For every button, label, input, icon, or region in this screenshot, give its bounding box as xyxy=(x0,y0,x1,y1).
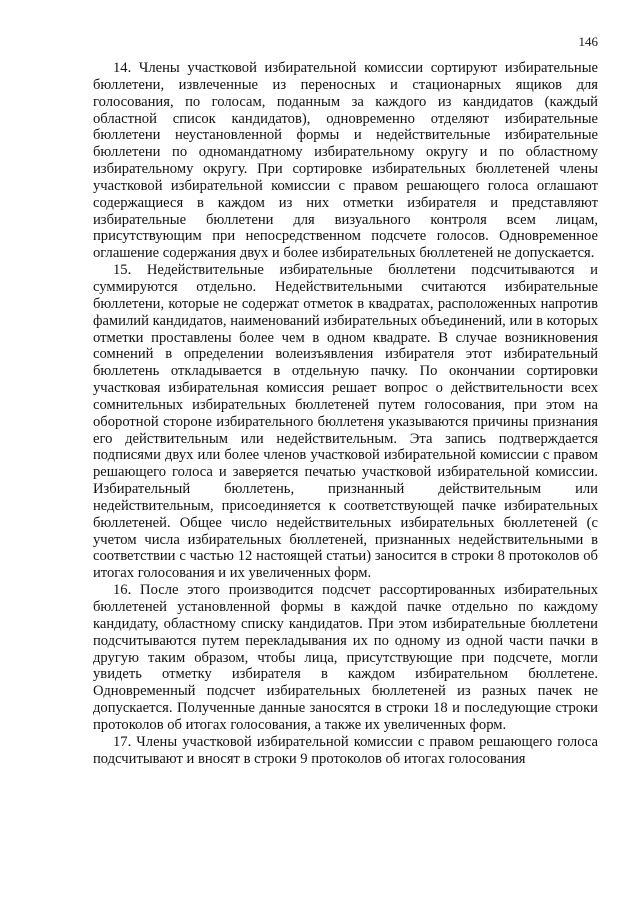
document-body xyxy=(93,60,598,767)
paragraph-16: 16. После этого производится подсчет рассортированных избирательных бюллетеней установленной формы в каждой пачке отдельно по каждому кандидату, областному списку кандидатов. При этом избирательные бюллетени подсчитываются путем перекладывания их по одному из одной части пачки в другую таким образом, чтобы лица, присутствующие при подсчете, могли увидеть отметку избирателя в каждом избирательном бюллетене. Одновременный подсчет избирательных бюллетеней из разных пачек не допускается. Полученные данные заносятся в строки 18 и последующие строки протоколов об итогах голосования, а также их увеличенных форм. xyxy=(93,582,598,733)
paragraph-15: 15. Недействительные избирательные бюллетени подсчитываются и суммируются отдельно. Недействительными считаются избирательные бюллетени, которые не содержат отметок в квадратах, расположенных напротив фамилий кандидатов, наименований избирательных объединений, или в которых отметки проставлены более чем в одном квадрате. В случае возникновения сомнений в определении волеизъявления избирателя этот избирательный бюллетень откладывается в отдельную пачку. По окончании сортировки участковая избирательная комиссия решает вопрос о действительности всех сомнительных избирательных бюллетеней путем голосования, при этом на оборотной стороне избирательного бюллетеня указываются причины признания его действительным или недействительным. Эта запись подтверждается подписями двух или более членов участковой избирательной комиссии с правом решающего голоса и заверяется печатью участковой избирательной комиссии. Избирательный бюллетень, признанный действительным или недействительным, присоединяется к соответствующей пачке избирательных бюллетеней. Общее число недействительных избирательных бюллетеней (с учетом числа избирательных бюллетеней, признанных недействительными в соответствии с частью 12 настоящей статьи) заносится в строки 8 протоколов об итогах голосования и их увеличенных форм. xyxy=(93,262,598,582)
paragraph-17: 17. Члены участковой избирательной комиссии с правом решающего голоса подсчитывают и вносят в строки 9 протоколов об итогах голосования xyxy=(93,733,598,767)
page-number: 146 xyxy=(578,34,598,49)
paragraph-14: 14. Члены участковой избирательной комиссии сортируют избирательные бюллетени, извлеченные из переносных и стационарных ящиков для голосования, по голосам, поданным за каждого из кандидатов (каждый областной список кандидатов), одновременно отделяют избирательные бюллетени неустановленной формы и недействительные избирательные бюллетени по одномандатному избирательному округу и по областному избирательному округу. При сортировке избирательных бюллетеней члены участковой избирательной комиссии с правом решающего голоса оглашают содержащиеся в каждом из них отметки избирателя и представляют избирательные бюллетени для визуального контроля всем лицам, присутствующим при непосредственном подсчете голосов. Одновременное оглашение содержания двух и более избирательных бюллетеней не допускается. xyxy=(93,60,598,262)
